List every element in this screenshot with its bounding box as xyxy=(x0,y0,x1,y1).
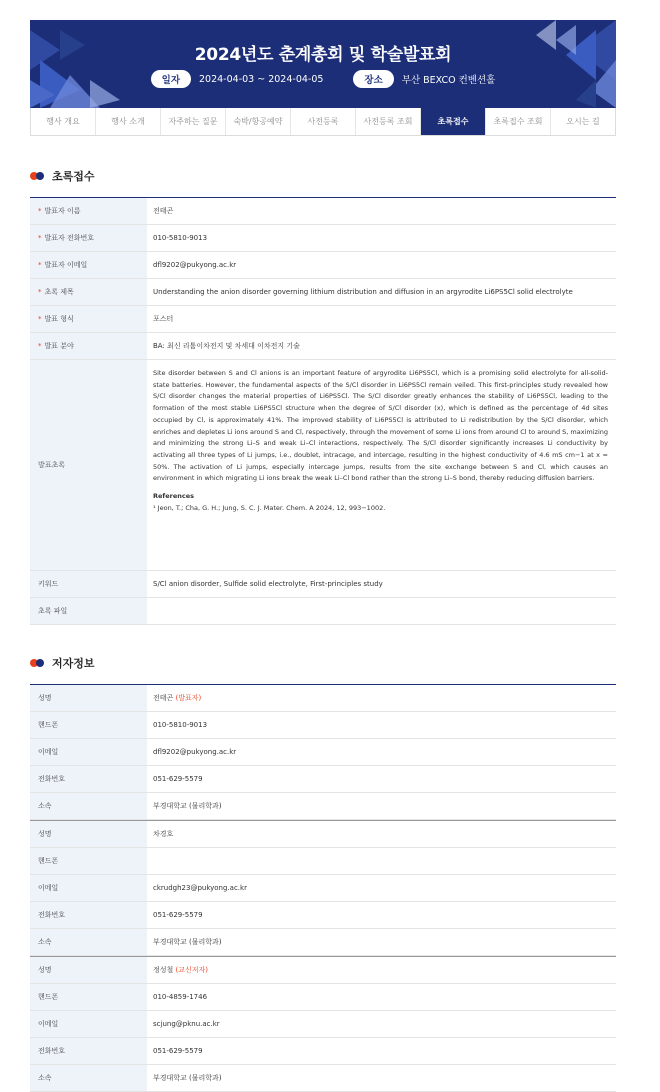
author-name: 차경호 xyxy=(153,830,174,838)
presenter-name: 전태곤 xyxy=(153,207,174,215)
references-text: ¹ Jeon, T.; Cha, G. H.; Jung, S. C. J. Mater. Chem. A 2024, 12, 993−1002. xyxy=(153,503,386,512)
author-mobile xyxy=(147,848,616,874)
tab-lodging[interactable]: 숙박/항공예약 xyxy=(226,108,291,135)
tab-preregister-lookup[interactable]: 사전등록 조회 xyxy=(356,108,421,135)
table-row: 전화번호 051-629-5579 xyxy=(30,902,616,929)
references-title: References xyxy=(153,492,195,501)
author-email: ckrudgh23@pukyong.ac.kr xyxy=(153,884,247,892)
author-block xyxy=(30,820,616,956)
author-mobile: 010-4859-1746 xyxy=(153,993,208,1001)
table-row: 핸드폰 010-4859-1746 xyxy=(30,984,616,1011)
author-table xyxy=(30,684,616,1092)
abstract-table xyxy=(30,197,616,625)
author-block xyxy=(30,956,616,1092)
author-role-tag: (교신저자) xyxy=(175,966,209,974)
tab-overview[interactable]: 행사 개요 xyxy=(31,108,96,135)
author-email: scjung@pknu.ac.kr xyxy=(153,1020,220,1028)
tab-faq[interactable]: 자주하는 질문 xyxy=(161,108,226,135)
date-value: 2024-04-03 ~ 2024-04-05 xyxy=(199,73,324,85)
table-row: 키워드 S/Cl anion disorder, Sulfide solid electrolyte, First-principles study xyxy=(30,571,616,598)
tab-intro[interactable]: 행사 소개 xyxy=(96,108,161,135)
required-mark: * xyxy=(38,207,42,215)
table-row: 소속 부경대학교 (물리학과) xyxy=(30,793,616,820)
author-role-tag: (발표자) xyxy=(175,694,202,702)
author-section-heading: 저자정보 xyxy=(30,655,616,671)
table-row: 이메일 ckrudgh23@pukyong.ac.kr xyxy=(30,875,616,902)
table-row: * 초록 제목 Understanding the anion disorder governing lithium distribution and diffusion in an argyrodite Li6PS5Cl solid electrolyte xyxy=(30,279,616,306)
author-affiliation: 부경대학교 (물리학과) xyxy=(153,1074,222,1082)
event-banner xyxy=(30,20,616,108)
presentation-field: BA: 최신 리튬이차전지 및 차세대 이차전지 기술 xyxy=(153,342,300,350)
presenter-phone: 010-5810-9013 xyxy=(153,234,208,242)
required-mark: * xyxy=(38,234,42,242)
author-phone: 051-629-5579 xyxy=(153,911,203,919)
abstract-file xyxy=(147,598,616,624)
abstract-text: Site disorder between S and Cl anions is an important feature of argyrodite Li6PS5Cl, which is a promising solid electrolyte for all-solid-state batteries. However, the fundamental aspects of the S/Cl disorder in Li6PS5Cl remain veiled. This first-principles study revealed how S/Cl disorder changes the material properties of Li6PS5Cl. The S/Cl disorder greatly enhances the stability of Li6PS5Cl, leading to the formation of the most stable Li6PS5Cl structure when the degree of S/Cl disorder (x), which is defined as the percentage of 4d sites occupied by Cl, is approximately 41%. The improved stability of Li6PS5Cl is attributed to Li redistribution by the S/Cl disorder, which enriches and depletes Li ions around S and Cl, respectively, through the movement of some Li ions from around Cl to around S, maximizing and minimizing the strong Li–S and weak Li–Cl interactions, respectively. The S/Cl disorder significantly increases Li conductivity by activating all three types of Li jumps, i.e., doublet, intracage, and intercage, resulting in the highest conductivity of 4.6 mS cm−1 at x = 50%. The activation of Li jumps, especially intercage jumps, results from the site exchange between S and Cl, which causes an environment in which migrating Li ions break the weak Li–Cl bond rather than the strong Li–S bond, thereby reducing diffusion barriers. xyxy=(153,369,608,483)
event-title: 2024년도 춘계총회 및 학술발표회 xyxy=(194,45,452,65)
place-value: 부산 BEXCO 컨벤션홀 xyxy=(401,75,496,86)
tab-directions[interactable]: 오시는 길 xyxy=(566,117,600,126)
tab-abstract-submit[interactable]: 초록접수 xyxy=(421,108,486,135)
required-mark: * xyxy=(38,315,42,323)
author-name: 정성철 xyxy=(153,966,174,974)
table-row: 전화번호 051-629-5579 xyxy=(30,1038,616,1065)
date-label: 일자 xyxy=(151,70,191,88)
abstract-body xyxy=(147,360,616,570)
presenter-email: dfl9202@pukyong.ac.kr xyxy=(153,261,237,269)
author-name: 전태곤 xyxy=(153,694,174,702)
required-mark: * xyxy=(38,342,42,350)
abstract-section-heading: 초록접수 xyxy=(30,168,616,184)
place-label: 장소 xyxy=(353,70,393,88)
table-row: 이메일 scjung@pknu.ac.kr xyxy=(30,1011,616,1038)
author-phone: 051-629-5579 xyxy=(153,1047,203,1055)
table-row: 성명 차경호 xyxy=(30,821,616,848)
table-row: 소속 부경대학교 (물리학과) xyxy=(30,1065,616,1092)
abstract-title: Understanding the anion disorder governing lithium distribution and diffusion in an argyrodite Li6PS5Cl solid electrolyte xyxy=(153,288,573,296)
table-row: 성명 전태곤 (발표자) xyxy=(30,685,616,712)
table-row: * 발표자 이메일 dfl9202@pukyong.ac.kr xyxy=(30,252,616,279)
required-mark: * xyxy=(38,288,42,296)
table-row: * 발표 분야 BA: 최신 리튬이차전지 및 차세대 이차전지 기술 xyxy=(30,333,616,360)
author-block xyxy=(30,685,616,820)
table-row: * 발표자 전화번호 010-5810-9013 xyxy=(30,225,616,252)
author-affiliation: 부경대학교 (물리학과) xyxy=(153,802,222,810)
table-row: 소속 부경대학교 (물리학과) xyxy=(30,929,616,956)
table-row: 전화번호 051-629-5579 xyxy=(30,766,616,793)
author-mobile: 010-5810-9013 xyxy=(153,721,208,729)
table-row: * 발표 형식 포스터 xyxy=(30,306,616,333)
required-mark: * xyxy=(38,261,42,269)
keywords: S/Cl anion disorder, Sulfide solid electrolyte, First-principles study xyxy=(153,580,383,588)
table-row: 초록 파일 xyxy=(30,598,616,625)
table-row: 성명 정성철 (교신저자) xyxy=(30,957,616,984)
nav-tabs xyxy=(30,108,616,136)
table-row: 핸드폰 xyxy=(30,848,616,875)
section-dots-icon xyxy=(30,171,46,181)
table-row: 발표초록 Site disorder between S and Cl anions is an important feature of argyrodite Li6PS5Cl, which is a promising solid electrolyte for all-solid-state batteries. However, the fundamental aspects of the S/Cl disorder in Li6PS5Cl remain veiled. This first-principles study revealed how S/Cl disorder changes the material properties of Li6PS5Cl. The S/Cl disorder greatly enhances the stability of Li6PS5Cl, leading to the formation of the most stable Li6PS5Cl structure when the degree of S/Cl disorder (x), which is defined as the percentage of 4d sites occupied by Cl, is approximately 41%. The improved stability of Li6PS5Cl is attributed to Li redistribution by the S/Cl disorder, which enriches and depletes Li ions around S and Cl, respectively, through the movement of some Li ions from around Cl to around S, maximizing and minimizing the strong Li–S and weak Li–Cl interactions, respectively. The S/Cl disorder significantly increases Li conductivity by activating all three types of Li jumps, i.e., doublet, intracage, and intercage, resulting in the highest conductivity of 4.6 mS cm−1 at x = 50%. The activation of Li jumps, especially intercage jumps, results from the site exchange between S and Cl, which causes an environment in which migrating Li ions break the weak Li–Cl bond rather than the strong Li–S bond, thereby reducing diffusion barriers. References ¹ Jeon, T.; Cha, G. H.; Jung, S. C. J. Mater. Chem. A 2024, 12, 993−1002. xyxy=(30,360,616,571)
presentation-format: 포스터 xyxy=(153,315,174,323)
tab-preregister[interactable]: 사전등록 xyxy=(291,108,356,135)
author-phone: 051-629-5579 xyxy=(153,775,203,783)
author-email: dfl9202@pukyong.ac.kr xyxy=(153,748,237,756)
table-row: 이메일 dfl9202@pukyong.ac.kr xyxy=(30,739,616,766)
event-meta xyxy=(30,70,616,88)
section-dots-icon xyxy=(30,658,46,668)
tab-abstract-lookup[interactable]: 초록접수 조회 xyxy=(486,108,551,135)
author-affiliation: 부경대학교 (물리학과) xyxy=(153,938,222,946)
table-row: 핸드폰 010-5810-9013 xyxy=(30,712,616,739)
table-row: * 발표자 이름 전태곤 xyxy=(30,198,616,225)
